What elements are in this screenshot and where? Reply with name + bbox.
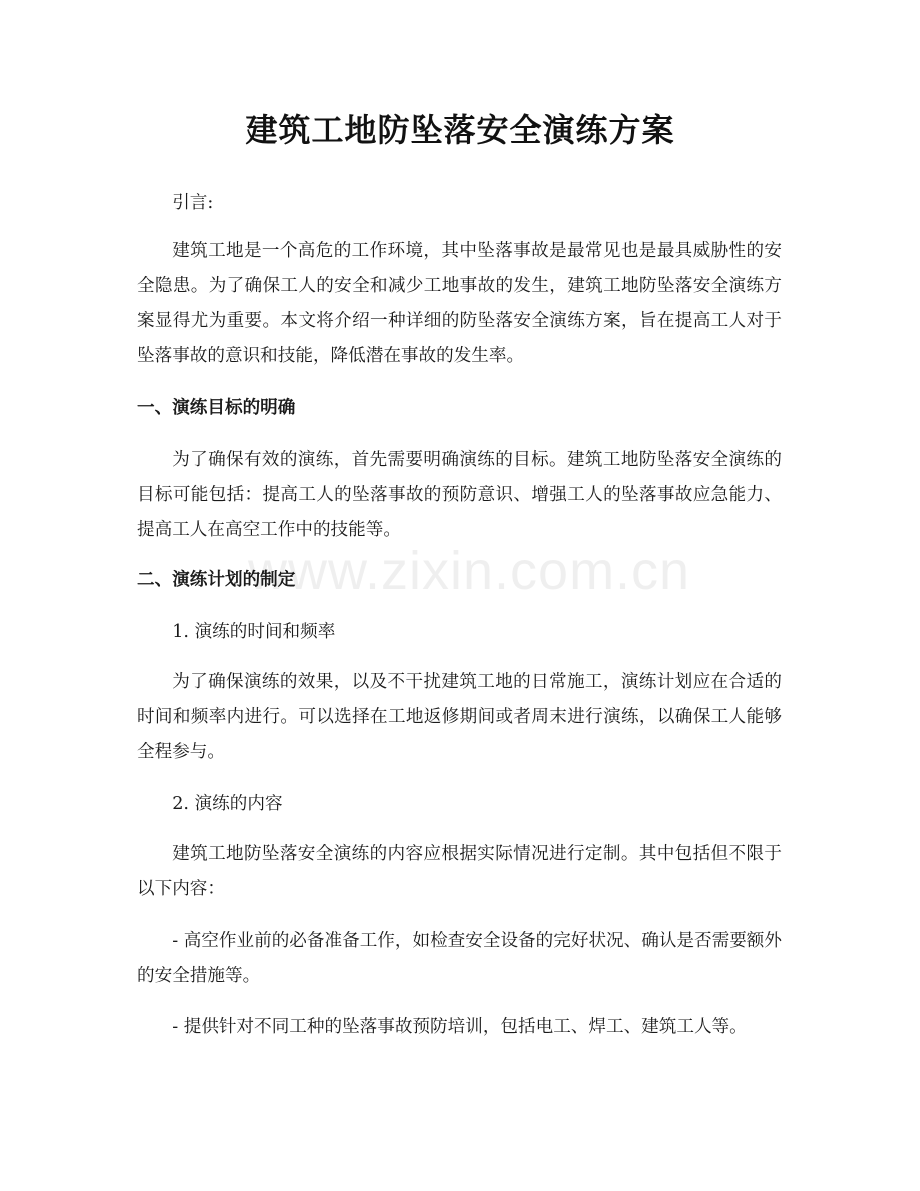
section-2-heading: 二、演练计划的制定 [137,570,296,590]
intro-label: 引言: [172,193,214,213]
subsection-2-title: 2. 演练的内容 [172,794,283,814]
intro-paragraph: 建筑工地是一个高危的工作环境，其中坠落事故是最常见也是最具威胁性的安全隐患。为了确保工人的安全和减少工地事故的发生，建筑工地防坠落安全演练方案显得尤为重要。本文将介绍一种详细的防坠落安全演练方案，旨在提高工人对于坠落事故的意识和技能，降低潜在事故的发生率。 [137,241,782,366]
section-1-heading: 一、演练目标的明确 [137,398,296,418]
subsection-2-paragraph: 建筑工地防坠落安全演练的内容应根据实际情况进行定制。其中包括但不限于以下内容： [137,844,782,899]
subsection-1-paragraph: 为了确保演练的效果，以及不干扰建筑工地的日常施工，演练计划应在合适的时间和频率内进行。可以选择在工地返修期间或者周末进行演练，以确保工人能够全程参与。 [137,672,782,762]
bullet-item-1: - 高空作业前的必备准备工作，如检查安全设备的完好状况、确认是否需要额外的安全措施等。 [137,931,782,986]
watermark-text: www.zixin.com.cn [248,541,691,601]
document-title: 建筑工地防坠落安全演练方案 [245,111,675,149]
bullet-item-2: - 提供针对不同工种的坠落事故预防培训，包括电工、焊工、建筑工人等。 [172,1017,747,1037]
section-1-paragraph: 为了确保有效的演练，首先需要明确演练的目标。建筑工地防坠落安全演练的目标可能包括：提高工人的坠落事故的预防意识、增强工人的坠落事故应急能力、提高工人在高空工作中的技能等。 [137,450,782,540]
subsection-1-title: 1. 演练的时间和频率 [172,622,336,642]
